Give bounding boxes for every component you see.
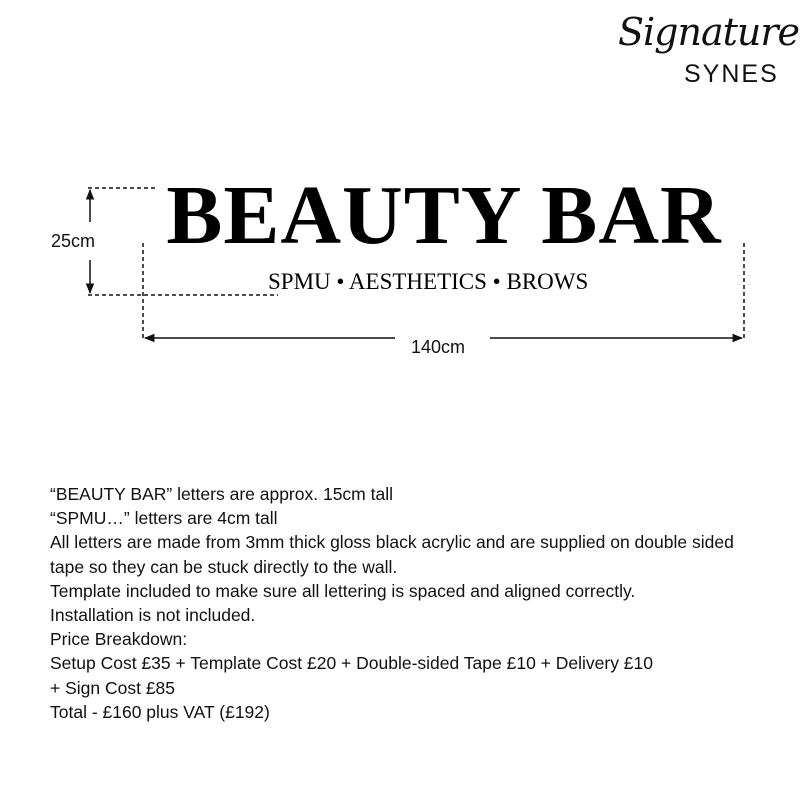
sign-title: BEAUTY BAR — [166, 169, 722, 262]
description-line: Template included to make sure all lettering is spaced and aligned correctly. — [50, 580, 636, 601]
description-line: All letters are made from 3mm thick gloss black acrylic and are supplied on double sided — [50, 532, 734, 553]
description-line: “BEAUTY BAR” letters are approx. 15cm tall — [50, 484, 393, 504]
price-breakdown-heading: Price Breakdown: — [50, 629, 188, 650]
description-line: “SPMU…” letters are 4cm tall — [50, 508, 278, 529]
product-description — [50, 482, 790, 724]
description-line: tape so they can be stuck directly to the wall. — [50, 556, 398, 577]
price-breakdown-line: Setup Cost £35 + Template Cost £20 + Double-sided Tape £10 + Delivery £10 — [50, 653, 654, 674]
price-total: Total - £160 plus VAT (£192) — [50, 701, 270, 722]
height-dimension-label: 25cm — [51, 231, 96, 251]
logo-sub-text: SYNES — [684, 60, 779, 88]
sign-subtitle: SPMU • AESTHETICS • BROWS — [268, 269, 589, 294]
description-line: Installation is not included. — [50, 605, 256, 626]
logo-script-text: Signature — [618, 10, 800, 54]
width-dimension-label: 140cm — [411, 337, 466, 357]
price-breakdown-line: + Sign Cost £85 — [50, 677, 176, 698]
